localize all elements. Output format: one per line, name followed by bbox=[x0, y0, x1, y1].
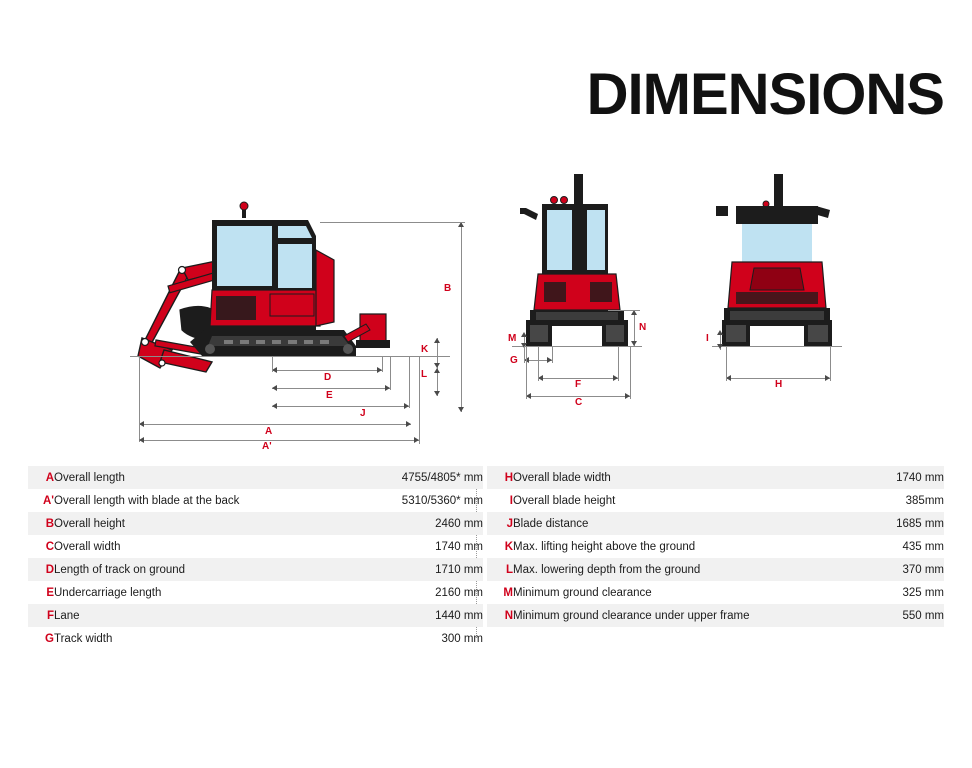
label-j: J bbox=[360, 408, 366, 419]
row-description: Max. lowering depth from the ground bbox=[513, 563, 701, 576]
row-description: Blade distance bbox=[513, 517, 589, 530]
table-row bbox=[487, 581, 944, 604]
row-description: Max. lifting height above the ground bbox=[513, 540, 696, 553]
ext-e-right bbox=[390, 356, 391, 390]
label-i: I bbox=[706, 333, 709, 344]
row-key: N bbox=[504, 609, 513, 622]
spec-table-right bbox=[487, 466, 944, 627]
row-description: Overall width bbox=[54, 540, 121, 553]
table-row bbox=[487, 604, 944, 627]
arrow-n-bottom bbox=[631, 341, 637, 346]
leader-d bbox=[272, 370, 382, 371]
row-key: I bbox=[509, 494, 513, 507]
arrow-a-prime-left bbox=[139, 437, 144, 443]
row-key: M bbox=[503, 586, 513, 599]
arrow-j-left bbox=[272, 403, 277, 409]
ext-d-left bbox=[272, 356, 273, 372]
arrow-k-top bbox=[434, 338, 440, 343]
row-description: Undercarriage length bbox=[54, 586, 162, 599]
row-value: 1740 mm bbox=[896, 471, 944, 484]
ext-c-left bbox=[526, 346, 527, 399]
label-a: A bbox=[265, 426, 273, 437]
arrow-m-top bbox=[521, 332, 527, 337]
row-description: Overall length bbox=[54, 471, 125, 484]
label-k: K bbox=[421, 344, 429, 355]
ext-g-left bbox=[524, 346, 525, 363]
table-row bbox=[28, 604, 483, 627]
dimension-drawings bbox=[0, 160, 972, 450]
ground-line-front bbox=[512, 346, 642, 347]
row-value: 5310/5360* mm bbox=[401, 494, 483, 507]
label-f: F bbox=[575, 379, 582, 390]
table-row bbox=[487, 535, 944, 558]
row-key: G bbox=[45, 632, 54, 645]
row-value: 325 mm bbox=[902, 586, 944, 599]
row-key: L bbox=[505, 563, 513, 576]
table-row bbox=[487, 489, 944, 512]
row-value: 2160 mm bbox=[435, 586, 483, 599]
table-row bbox=[28, 581, 483, 604]
row-description: Overall blade height bbox=[513, 494, 616, 507]
table-row bbox=[28, 466, 483, 489]
label-n: N bbox=[639, 322, 647, 333]
arrow-a-right bbox=[406, 421, 411, 427]
arrow-l-bottom bbox=[434, 391, 440, 396]
label-h: H bbox=[775, 379, 783, 390]
row-key: E bbox=[46, 586, 54, 599]
row-value: 385mm bbox=[905, 494, 944, 507]
ext-c-right bbox=[630, 346, 631, 399]
arrow-b-bottom bbox=[458, 407, 464, 412]
table-row bbox=[487, 558, 944, 581]
row-key: D bbox=[45, 563, 54, 576]
leader-j bbox=[272, 406, 409, 407]
row-value: 1440 mm bbox=[435, 609, 483, 622]
ext-j-right bbox=[409, 356, 410, 408]
table-row bbox=[28, 558, 483, 581]
ext-f-left bbox=[538, 346, 539, 381]
row-description: Minimum ground clearance bbox=[513, 586, 652, 599]
label-m: M bbox=[508, 333, 517, 344]
label-e: E bbox=[326, 390, 333, 401]
arrow-i-bottom bbox=[717, 344, 723, 349]
row-key: A bbox=[45, 471, 54, 484]
leader-b bbox=[461, 222, 462, 412]
ground-line-rear bbox=[712, 346, 842, 347]
table-row bbox=[28, 512, 483, 535]
row-description: Lane bbox=[54, 609, 80, 622]
ext-n-top bbox=[608, 310, 640, 311]
front-view-machine bbox=[512, 170, 642, 370]
row-value: 300 mm bbox=[441, 632, 483, 645]
row-description: Track width bbox=[54, 632, 113, 645]
row-value: 1685 mm bbox=[896, 517, 944, 530]
leader-a-prime bbox=[139, 440, 419, 441]
row-description: Overall length with blade at the back bbox=[54, 494, 240, 507]
row-key: K bbox=[504, 540, 513, 553]
table-row bbox=[28, 535, 483, 558]
ext-f-right bbox=[618, 346, 619, 381]
leader-a bbox=[139, 424, 411, 425]
cab-structure bbox=[210, 202, 334, 330]
ext-a-left bbox=[139, 356, 140, 442]
arrow-i-top bbox=[717, 330, 723, 335]
row-value: 550 mm bbox=[902, 609, 944, 622]
ext-d-right bbox=[382, 356, 383, 372]
ext-a-prime-right bbox=[419, 356, 420, 444]
row-value: 1740 mm bbox=[435, 540, 483, 553]
label-g: G bbox=[510, 355, 518, 366]
table-row bbox=[487, 512, 944, 535]
table-row bbox=[28, 489, 483, 512]
label-l: L bbox=[421, 369, 428, 380]
row-value: 2460 mm bbox=[435, 517, 483, 530]
row-description: Minimum ground clearance under upper frame bbox=[513, 609, 750, 622]
page-title: DIMENSIONS bbox=[586, 62, 944, 127]
label-d: D bbox=[324, 372, 332, 383]
row-key: B bbox=[45, 517, 54, 530]
arrow-e-left bbox=[272, 385, 277, 391]
ext-h-left bbox=[726, 346, 727, 381]
table-row bbox=[487, 466, 944, 489]
row-key: F bbox=[46, 609, 54, 622]
row-value: 1710 mm bbox=[435, 563, 483, 576]
row-value: 4755/4805* mm bbox=[401, 471, 483, 484]
ext-g-right bbox=[552, 346, 553, 363]
row-value: 370 mm bbox=[902, 563, 944, 576]
row-key: A' bbox=[42, 494, 54, 507]
row-description: Overall height bbox=[54, 517, 125, 530]
row-key: H bbox=[504, 471, 513, 484]
row-key: J bbox=[506, 517, 513, 530]
arrow-l-top bbox=[434, 368, 440, 373]
label-a-prime: A' bbox=[262, 441, 272, 452]
row-value: 435 mm bbox=[902, 540, 944, 553]
label-b: B bbox=[444, 283, 452, 294]
track-assembly bbox=[190, 330, 356, 356]
table-row bbox=[28, 627, 483, 650]
ext-h-right bbox=[830, 346, 831, 381]
row-key: C bbox=[45, 540, 54, 553]
spec-table-left bbox=[28, 466, 483, 650]
ext-b-top bbox=[320, 222, 465, 223]
rear-view-machine bbox=[712, 170, 842, 370]
row-description: Overall blade width bbox=[513, 471, 611, 484]
label-c: C bbox=[575, 397, 583, 408]
leader-e bbox=[272, 388, 390, 389]
row-description: Length of track on ground bbox=[54, 563, 186, 576]
ground-line-side bbox=[130, 356, 450, 357]
